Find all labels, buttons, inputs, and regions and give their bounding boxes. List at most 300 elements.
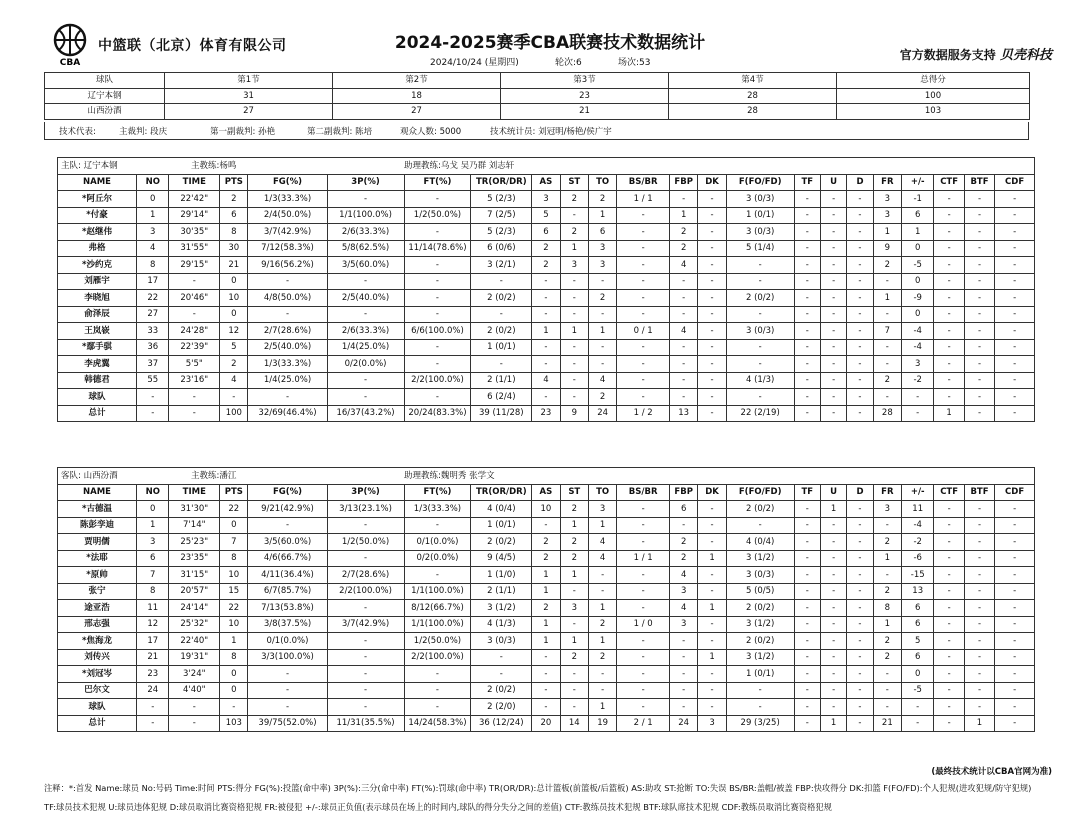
stat-cell: 7 (2/5)	[471, 207, 532, 224]
stat-cell: 1 / 1	[617, 550, 670, 567]
stat-cell: -	[934, 715, 964, 732]
stat-cell: 4	[670, 323, 698, 340]
stat-cell: 103	[220, 715, 248, 732]
stat-cell: 6	[588, 224, 616, 241]
stat-cell: -	[964, 356, 994, 373]
stat-cell: -	[820, 290, 846, 307]
stat-cell: -	[995, 616, 1035, 633]
stat-cell: -	[847, 649, 873, 666]
stat-cell: 14/24(58.3%)	[404, 715, 471, 732]
stat-cell: -15	[902, 567, 934, 584]
stat-cell: 0	[220, 682, 248, 699]
stat-cell: -	[995, 600, 1035, 617]
stat-cell: -	[726, 682, 794, 699]
stat-cell: 2/4(50.0%)	[248, 207, 327, 224]
stat-cell: 1 / 1	[617, 191, 670, 208]
player-row	[58, 257, 1035, 274]
stat-cell: 2 (0/2)	[471, 290, 532, 307]
stat-cell: -	[404, 567, 471, 584]
stat-cell: 2	[588, 191, 616, 208]
stat-cell: 1 (0/1)	[471, 517, 532, 534]
stat-cell: -	[847, 257, 873, 274]
stat-cell: -	[471, 356, 532, 373]
stat-cell: 4 (0/4)	[471, 501, 532, 518]
sponsor	[900, 44, 1052, 63]
stat-cell: -	[964, 501, 994, 518]
stat-cell: 100	[220, 405, 248, 422]
stat-cell: -	[794, 534, 820, 551]
stat-cell: 2 (1/1)	[471, 583, 532, 600]
stat-cell: -	[902, 715, 934, 732]
game-round: 轮次:6	[555, 58, 582, 68]
stat-cell: 2	[670, 224, 698, 241]
stat-cell: -	[794, 323, 820, 340]
player-row	[58, 682, 1035, 699]
stat-cell: 4	[588, 550, 616, 567]
stat-cell: -	[794, 666, 820, 683]
stat-cell: -	[820, 356, 846, 373]
stat-cell: -	[169, 273, 220, 290]
stat-cell: -	[471, 649, 532, 666]
stat-cell: 2	[873, 583, 901, 600]
stat-cell: -	[847, 389, 873, 406]
stat-cell: -	[532, 290, 560, 307]
stat-cell: 22'42"	[169, 191, 220, 208]
stat-cell: -	[934, 517, 964, 534]
stat-cell: -	[995, 339, 1035, 356]
stat-cell: -	[617, 224, 670, 241]
stat-cell: 5 (0/5)	[726, 583, 794, 600]
stat-cell: 4 (1/3)	[471, 616, 532, 633]
stat-cell: 16/37(43.2%)	[327, 405, 404, 422]
stat-cell: 2	[532, 550, 560, 567]
stat-cell: 3	[670, 583, 698, 600]
svg-text:CBA: CBA	[59, 58, 81, 66]
stat-cell: -	[873, 517, 901, 534]
stat-cell: -	[617, 372, 670, 389]
stat-cell: -	[137, 389, 169, 406]
stat-cell: -	[169, 306, 220, 323]
stat-cell: -	[588, 666, 616, 683]
stat-cell: -6	[902, 550, 934, 567]
stat-cell: 4 (0/4)	[726, 534, 794, 551]
stat-cell: 2/5(40.0%)	[327, 290, 404, 307]
stat-cell: 25'32"	[169, 616, 220, 633]
stat-cell: -	[820, 306, 846, 323]
stat-cell: -	[995, 372, 1035, 389]
stat-cell: 1 (0/1)	[726, 207, 794, 224]
stat-cell: 20/24(83.3%)	[404, 405, 471, 422]
org-name: 中篮联（北京）体育有限公司	[98, 38, 287, 54]
stat-cell: 2	[560, 534, 588, 551]
stat-cell: 24'28"	[169, 323, 220, 340]
stat-cell: -	[560, 389, 588, 406]
stat-cell: 5 (2/3)	[471, 191, 532, 208]
column-header: FG(%)	[248, 174, 327, 191]
stat-cell: -	[404, 699, 471, 716]
stat-cell: -	[471, 666, 532, 683]
stat-cell: 1	[873, 224, 901, 241]
stat-cell: -	[964, 517, 994, 534]
score-cell: 23	[501, 88, 669, 104]
stat-cell: 0	[902, 273, 934, 290]
column-header: NO	[137, 174, 169, 191]
stat-cell: -	[847, 550, 873, 567]
stat-cell: 3'24"	[169, 666, 220, 683]
stat-cell: -	[847, 207, 873, 224]
player-name: *原帅	[58, 567, 137, 584]
player-row	[58, 616, 1035, 633]
stat-cell: -	[964, 699, 994, 716]
column-header: CTF	[934, 174, 964, 191]
column-header: ST	[560, 174, 588, 191]
score-cell: 27	[165, 104, 333, 120]
stat-cell: -	[137, 715, 169, 732]
player-name: 张宁	[58, 583, 137, 600]
player-row	[58, 517, 1035, 534]
player-name: 贾明儒	[58, 534, 137, 551]
stat-cell: 6	[137, 550, 169, 567]
stat-cell: -	[560, 339, 588, 356]
stat-cell: -	[617, 501, 670, 518]
stat-cell: -	[934, 372, 964, 389]
stat-cell: -	[964, 372, 994, 389]
stat-cell: -	[820, 323, 846, 340]
stat-cell: 0	[220, 306, 248, 323]
stat-cell: 1	[873, 290, 901, 307]
head-coach: 主教练:潘江	[169, 468, 404, 485]
stat-cell: -	[820, 567, 846, 584]
stat-cell: 2	[588, 389, 616, 406]
stat-cell: -	[617, 666, 670, 683]
stat-cell: 2	[220, 191, 248, 208]
stat-cell: 2	[873, 372, 901, 389]
stat-cell: -	[964, 257, 994, 274]
stat-cell: -	[698, 306, 726, 323]
stat-cell: -	[670, 191, 698, 208]
player-name: 李晓旭	[58, 290, 137, 307]
stat-cell: -	[726, 257, 794, 274]
stat-cell: -	[995, 224, 1035, 241]
stat-cell: 3 (0/3)	[726, 191, 794, 208]
stat-cell: -	[934, 600, 964, 617]
column-header: FR	[873, 484, 901, 501]
stat-cell: 1	[873, 550, 901, 567]
stat-cell: -	[670, 306, 698, 323]
stat-cell: -	[847, 405, 873, 422]
stat-cell: -	[327, 273, 404, 290]
score-cell: 27	[333, 104, 501, 120]
stat-cell: 6/6(100.0%)	[404, 323, 471, 340]
stat-cell: -	[220, 699, 248, 716]
player-name: 陈彭孪迪	[58, 517, 137, 534]
stat-cell: -	[934, 389, 964, 406]
column-header: FR	[873, 174, 901, 191]
player-row	[58, 567, 1035, 584]
stat-cell: 10	[220, 290, 248, 307]
stat-cell: 4	[220, 372, 248, 389]
stat-cell: -	[327, 699, 404, 716]
stat-cell: -	[820, 699, 846, 716]
stat-cell: -2	[902, 372, 934, 389]
column-header: BTF	[964, 484, 994, 501]
stat-cell: 1	[220, 633, 248, 650]
stat-cell: 6	[220, 207, 248, 224]
stat-cell: -	[670, 517, 698, 534]
stat-cell: 11	[902, 501, 934, 518]
stat-cell: -	[847, 534, 873, 551]
stat-cell: -	[471, 306, 532, 323]
stat-cell: -	[698, 372, 726, 389]
stat-cell: -	[934, 699, 964, 716]
player-name: 韩德君	[58, 372, 137, 389]
player-row	[58, 372, 1035, 389]
stat-cell: -	[617, 356, 670, 373]
stat-cell: -	[617, 389, 670, 406]
stat-cell: 2	[532, 600, 560, 617]
stat-cell: 1	[560, 323, 588, 340]
score-row	[45, 104, 1030, 120]
stat-cell: -	[698, 207, 726, 224]
stat-cell: 0/2(0.0%)	[404, 550, 471, 567]
stat-cell: 2	[588, 649, 616, 666]
stat-cell: -	[847, 682, 873, 699]
column-header: ST	[560, 484, 588, 501]
column-header: FBP	[670, 484, 698, 501]
stat-cell: -	[847, 567, 873, 584]
stat-cell: 9	[560, 405, 588, 422]
stat-cell: -	[698, 405, 726, 422]
player-name: 球队	[58, 389, 137, 406]
stat-cell: -	[670, 372, 698, 389]
stat-cell: 2	[560, 224, 588, 241]
stat-cell: 8/12(66.7%)	[404, 600, 471, 617]
stat-cell: -	[964, 323, 994, 340]
column-header: CDF	[995, 174, 1035, 191]
tech-rep: 技术代表:	[59, 127, 96, 137]
stat-cell: -	[404, 517, 471, 534]
stat-cell: 1	[560, 633, 588, 650]
stat-cell: 10	[220, 567, 248, 584]
stat-cell: 0	[137, 501, 169, 518]
home-team-table	[57, 157, 1035, 422]
score-header-cell: 总得分	[837, 73, 1030, 89]
column-header: PTS	[220, 174, 248, 191]
stat-cell: -	[964, 583, 994, 600]
stat-cell: 0	[220, 666, 248, 683]
stat-cell: -	[964, 649, 994, 666]
stat-cell: 1/1(100.0%)	[404, 583, 471, 600]
stat-cell: -	[532, 682, 560, 699]
player-name: 球队	[58, 699, 137, 716]
stat-cell: 1	[588, 207, 616, 224]
stat-cell: -	[995, 207, 1035, 224]
referee-2: 第二副裁判: 陈培	[307, 127, 373, 137]
stat-cell: -	[794, 356, 820, 373]
stat-cell: -	[995, 306, 1035, 323]
stat-cell: -	[820, 273, 846, 290]
stat-cell: 1	[698, 600, 726, 617]
stat-cell: 1/1(100.0%)	[327, 207, 404, 224]
legend-note-2: TF:球员技术犯规 U:球员违体犯规 D:球员取消比赛资格犯规 FR:被侵犯 +/-:球员正负值(表示球员在场上的时间内,球队的得分失分之间的差值) CTF:教练员技术犯规 BTF:球队席技术犯规 CDF:教练员取消比赛资格犯规	[44, 802, 832, 812]
stat-cell: 14	[560, 715, 588, 732]
stat-cell: 2	[670, 534, 698, 551]
stat-cell: -	[560, 273, 588, 290]
stat-cell: -	[934, 257, 964, 274]
stat-cell: -	[934, 306, 964, 323]
stat-cell: -	[902, 405, 934, 422]
stat-cell: -	[404, 389, 471, 406]
stat-cell: 2/6(33.3%)	[327, 224, 404, 241]
stat-cell: -	[248, 273, 327, 290]
stat-cell: -	[794, 715, 820, 732]
stat-cell: 0	[902, 306, 934, 323]
stat-cell: -	[698, 257, 726, 274]
stat-cell: -	[995, 273, 1035, 290]
stat-cell: -	[404, 306, 471, 323]
stat-cell: 3 (1/2)	[726, 616, 794, 633]
stat-cell: 1	[560, 567, 588, 584]
stat-cell: -	[794, 567, 820, 584]
stat-cell: -	[404, 682, 471, 699]
player-name: *焦海龙	[58, 633, 137, 650]
stat-cell: 2	[873, 649, 901, 666]
stat-cell: 25'23"	[169, 534, 220, 551]
player-row	[58, 534, 1035, 551]
stat-cell: 2 (0/2)	[726, 290, 794, 307]
stat-cell: 2/6(33.3%)	[327, 323, 404, 340]
stat-cell: -	[820, 389, 846, 406]
stat-cell: -	[820, 600, 846, 617]
column-header: U	[820, 484, 846, 501]
stat-cell: -	[934, 682, 964, 699]
stat-cell: -	[471, 273, 532, 290]
stat-cell: -	[820, 534, 846, 551]
stat-cell: -	[995, 715, 1035, 732]
stat-cell: -	[934, 356, 964, 373]
stat-cell: -	[404, 273, 471, 290]
stat-cell: -	[964, 682, 994, 699]
stat-cell: -	[698, 682, 726, 699]
column-header: TR(OR/DR)	[471, 174, 532, 191]
stat-cell: -	[532, 649, 560, 666]
stat-cell: -	[560, 699, 588, 716]
stat-cell: 1 / 0	[617, 616, 670, 633]
column-header: NAME	[58, 174, 137, 191]
stat-cell: -	[532, 306, 560, 323]
sponsor-brand: 贝壳科技	[999, 48, 1052, 63]
stat-cell: -	[404, 339, 471, 356]
stat-cell: -	[698, 616, 726, 633]
stat-cell: 3	[698, 715, 726, 732]
stat-cell: 1	[560, 240, 588, 257]
stat-cell: 22	[137, 290, 169, 307]
stat-cell: 2	[560, 550, 588, 567]
stat-cell: 3	[902, 356, 934, 373]
stat-cell: -	[995, 567, 1035, 584]
stat-cell: 1/3(33.3%)	[404, 501, 471, 518]
team-label: 客队: 山西汾酒	[58, 468, 169, 485]
stat-cell: -	[794, 550, 820, 567]
stat-cell: -	[617, 567, 670, 584]
stat-cell: 1/2(50.0%)	[404, 633, 471, 650]
stat-cell: 1	[532, 323, 560, 340]
stat-cell: -	[617, 306, 670, 323]
game-date: 2024/10/24 (星期四)	[430, 58, 519, 68]
stat-cell: 9/16(56.2%)	[248, 257, 327, 274]
stat-cell: -	[327, 517, 404, 534]
stat-cell: -	[820, 517, 846, 534]
stat-cell: 5/8(62.5%)	[327, 240, 404, 257]
stat-cell: -	[902, 699, 934, 716]
stat-cell: -	[698, 534, 726, 551]
stat-cell: -	[847, 600, 873, 617]
stat-cell: 6 (0/6)	[471, 240, 532, 257]
stat-cell: 4/11(36.4%)	[248, 567, 327, 584]
stat-cell: -	[995, 682, 1035, 699]
stat-cell: -	[820, 682, 846, 699]
player-name: 总计	[58, 405, 137, 422]
score-header-row	[45, 73, 1030, 89]
stat-cell: -	[934, 567, 964, 584]
stat-cell: -	[327, 389, 404, 406]
stat-cell: -	[794, 240, 820, 257]
stat-cell: 3	[588, 257, 616, 274]
stat-cell: -	[847, 224, 873, 241]
score-cell: 31	[165, 88, 333, 104]
stat-cell: -	[670, 649, 698, 666]
stat-cell: 24'14"	[169, 600, 220, 617]
stat-cell: -	[934, 191, 964, 208]
stat-cell: -	[726, 339, 794, 356]
stat-cell: -	[248, 699, 327, 716]
stat-cell: -5	[902, 257, 934, 274]
player-row	[58, 323, 1035, 340]
stat-cell: -	[404, 257, 471, 274]
stat-cell: 1/3(33.3%)	[248, 191, 327, 208]
stat-cell: -	[560, 666, 588, 683]
stat-cell: -	[248, 517, 327, 534]
stat-cell: -	[820, 339, 846, 356]
stat-cell: 1	[137, 517, 169, 534]
stat-cell: 1	[560, 517, 588, 534]
player-name: 弗格	[58, 240, 137, 257]
stat-cell: 3/5(60.0%)	[248, 534, 327, 551]
column-header: BS/BR	[617, 174, 670, 191]
stat-cell: -	[794, 306, 820, 323]
stat-cell: -	[995, 699, 1035, 716]
stat-cell: 8	[873, 600, 901, 617]
stat-cell: -	[588, 273, 616, 290]
player-row	[58, 191, 1035, 208]
stat-cell: 2/7(28.6%)	[248, 323, 327, 340]
stat-cell: -	[873, 666, 901, 683]
column-header: PTS	[220, 484, 248, 501]
stat-cell: 3	[873, 191, 901, 208]
stat-cell: 4/6(66.7%)	[248, 550, 327, 567]
stat-cell: -	[964, 240, 994, 257]
stat-cell: 5 (1/4)	[726, 240, 794, 257]
stat-cell: -	[137, 699, 169, 716]
stat-cell: 13	[902, 583, 934, 600]
player-row	[58, 550, 1035, 567]
stat-cell: 3 (1/2)	[471, 600, 532, 617]
stat-cell: -	[820, 550, 846, 567]
stat-cell: 12	[220, 323, 248, 340]
stat-cell: 6/7(85.7%)	[248, 583, 327, 600]
stat-cell: -	[934, 501, 964, 518]
stat-cell: -	[726, 517, 794, 534]
